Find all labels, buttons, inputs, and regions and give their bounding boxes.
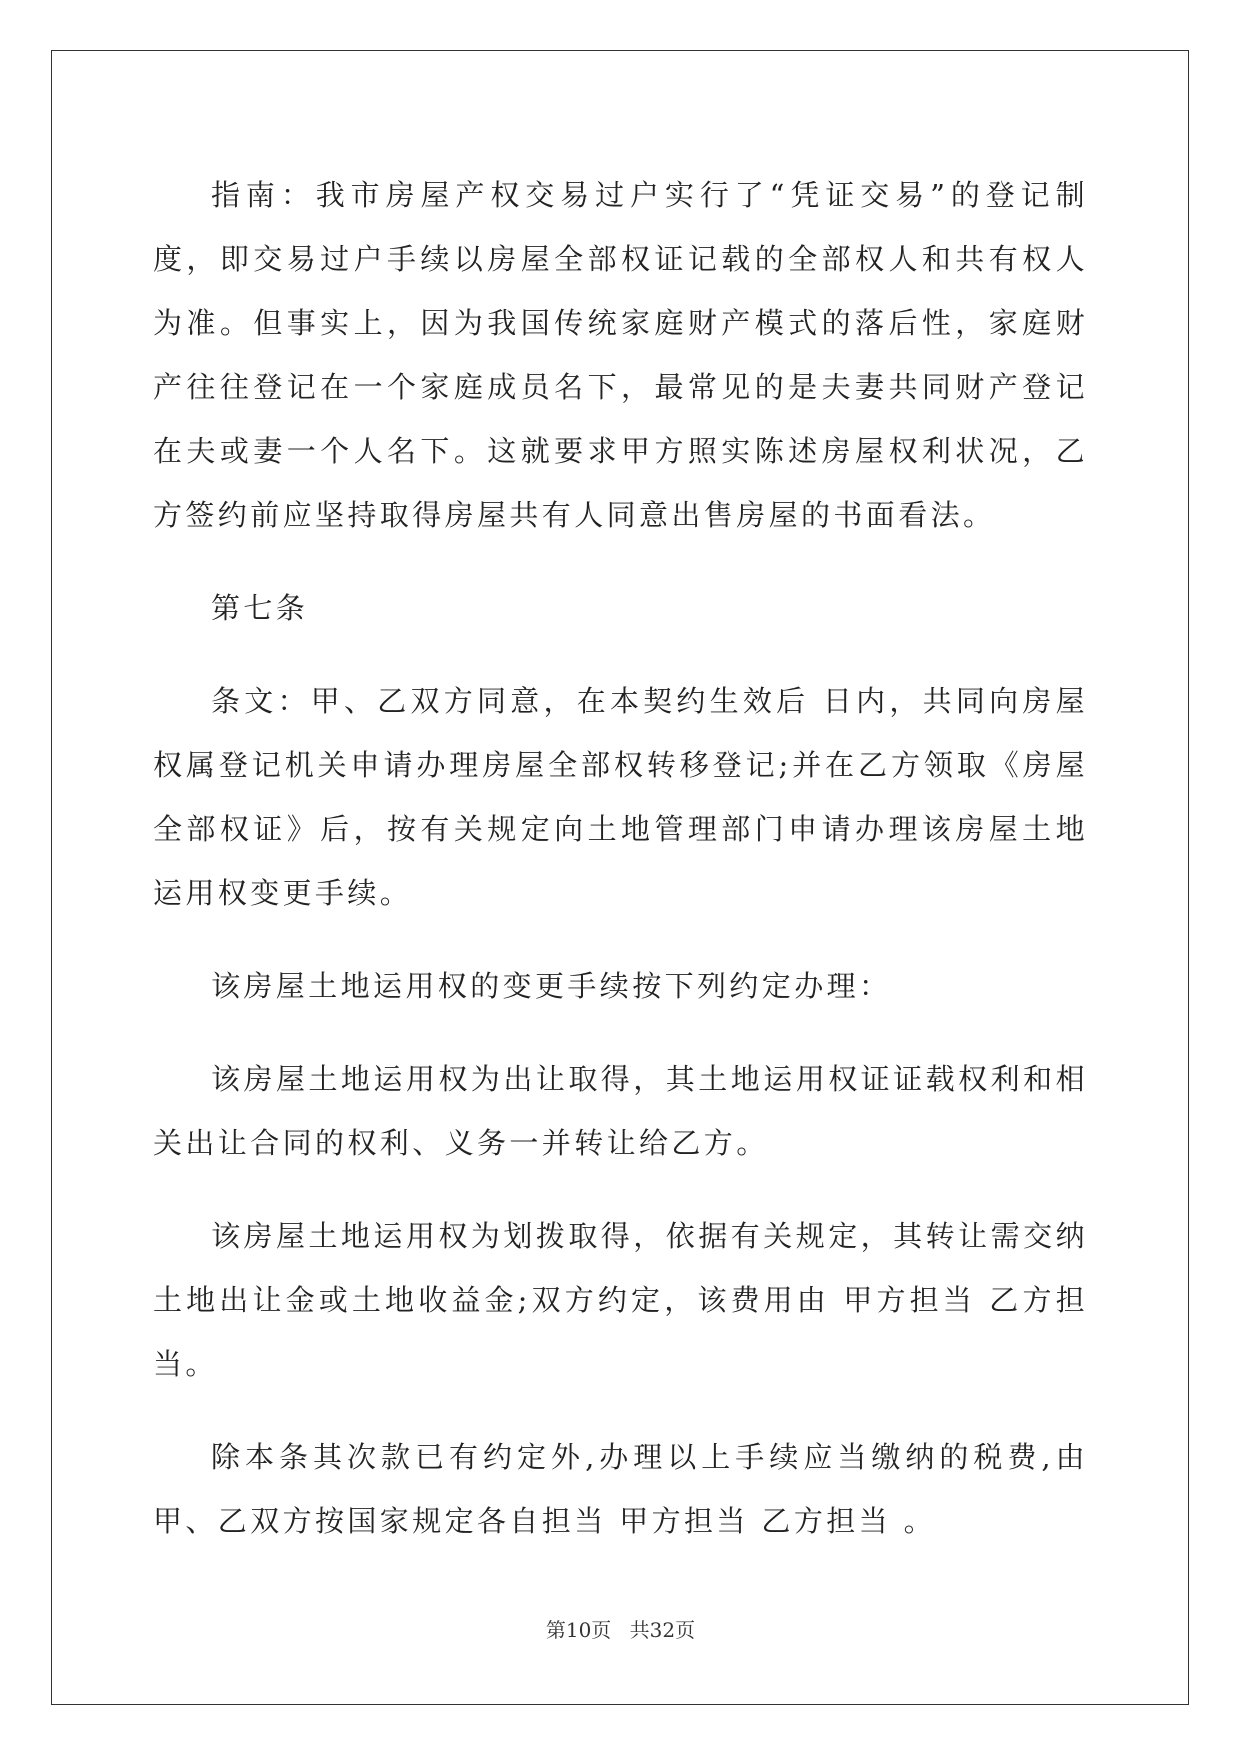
paragraph-land-procedure: 该房屋土地运用权的变更手续按下列约定办理： [211,969,892,1003]
paragraph-land-transfer: 该房屋土地运用权为出让取得，其土地运用权证证载权利和相关出让合同的权利、义务一并转让给乙方。 [153,1062,1088,1160]
page-number-current: 第10页 [545,1618,612,1642]
paragraph-land-allocation: 该房屋土地运用权为划拨取得，依据有关规定，其转让需交纳土地出让金或土地收益金;双方约定，该费用由 甲方担当 乙方担当。 [153,1219,1088,1381]
page-footer [0,1614,1241,1643]
paragraph-article-text: 条文：甲、乙双方同意，在本契约生效后 日内，共同向房屋权属登记机关申请办理房屋全部权转移登记;并在乙方领取《房屋全部权证》后，按有关规定向土地管理部门申请办理该房屋土地运用权变更手续。 [153,684,1088,910]
paragraph-guide: 指南：我市房屋产权交易过户实行了“凭证交易”的登记制度，即交易过户手续以房屋全部权证记载的全部权人和共有权人为准。但事实上，因为我国传统家庭财产模式的落后性，家庭财产往往登记在一个家庭成员名下，最常见的是夫妻共同财产登记在夫或妻一个人名下。这就要求甲方照实陈述房屋权利状况，乙方签约前应坚持取得房屋共有人同意出售房屋的书面看法。 [153,178,1088,532]
paragraph-taxes: 除本条其次款已有约定外,办理以上手续应当缴纳的税费,由 甲、乙双方按国家规定各自担当 甲方担当 乙方担当 。 [153,1440,1088,1538]
page-number-total: 共32页 [629,1618,696,1642]
document-body [153,163,1088,1582]
paragraph-article-heading: 第七条 [211,591,309,625]
